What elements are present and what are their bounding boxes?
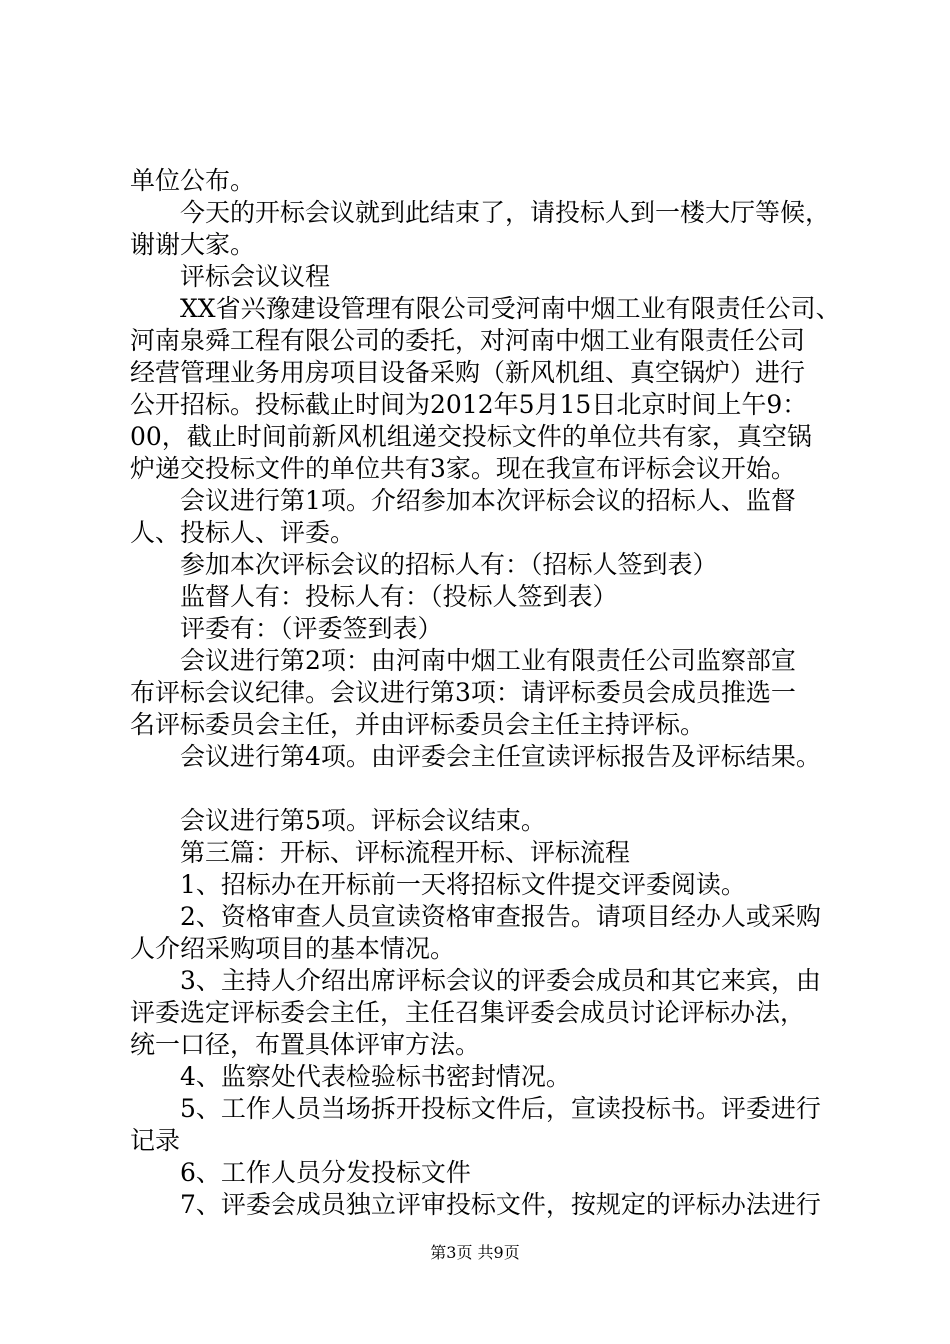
- text-line: 参加本次评标会议的招标人有：（招标人签到表）: [180, 550, 718, 579]
- text-line: 会议进行第5项。评标会议结束。: [180, 806, 546, 835]
- text-line: 评委有：（评委签到表）: [180, 614, 443, 643]
- text-line: 00，截止时间前新风机组递交投标文件的单位共有家，真空锅: [130, 422, 812, 451]
- text-line: 会议进行第4项。由评委会主任宣读评标报告及评标结果。: [180, 742, 821, 771]
- text-line: 今天的开标会议就到此结束了，请投标人到一楼大厅等候，: [180, 198, 831, 227]
- text-line: 3、主持人介绍出席评标会议的评委会成员和其它来宾，由: [180, 966, 821, 995]
- text-line: 2、资格审查人员宣读资格审查报告。请项目经办人或采购: [180, 902, 821, 931]
- text-line: 会议进行第1项。介绍参加本次评标会议的招标人、监督: [180, 486, 796, 515]
- document-body: [130, 165, 840, 1221]
- text-line: 河南泉舜工程有限公司的委托，对河南中烟工业有限责任公司: [130, 326, 806, 355]
- text-line: 6、工作人员分发投标文件: [180, 1158, 471, 1187]
- text-line: 监督人有：投标人有：（投标人签到表）: [180, 582, 618, 611]
- text-line: 布评标会议纪律。会议进行第3项：请评标委员会成员推选一: [130, 678, 796, 707]
- text-line: 公开招标。投标截止时间为2012年5月15日北京时间上午9：: [130, 390, 808, 419]
- text-line: [130, 773, 840, 805]
- text-line: 1、招标办在开标前一天将招标文件提交评委阅读。: [180, 870, 746, 899]
- text-line: 统一口径，布置具体评审方法。: [130, 1030, 481, 1059]
- text-line: 人、投标人、评委。: [130, 518, 356, 547]
- text-line: 人介绍采购项目的基本情况。: [130, 934, 456, 963]
- text-line: 经营管理业务用房项目设备采购（新风机组、真空锅炉）进行: [130, 358, 806, 387]
- text-line: 评委选定评标委会主任，主任召集评委会成员讨论评标办法，: [130, 998, 806, 1027]
- text-line: 炉递交投标文件的单位共有3家。现在我宣布评标会议开始。: [130, 454, 796, 483]
- page-number-label: 第3页 共9页: [430, 1243, 520, 1262]
- text-line: 7、评委会成员独立评审投标文件，按规定的评标办法进行: [180, 1190, 821, 1219]
- text-line: 第三篇：开标、评标流程开标、评标流程: [180, 838, 631, 867]
- text-line: 会议进行第2项：由河南中烟工业有限责任公司监察部宣: [180, 646, 796, 675]
- text-line: 4、监察处代表检验标书密封情况。: [180, 1062, 571, 1091]
- text-line: 记录: [130, 1126, 181, 1155]
- text-line: 评标会议议程: [180, 262, 331, 291]
- page-footer: [0, 1243, 950, 1263]
- text-line: XX省兴豫建设管理有限公司受河南中烟工业有限责任公司、: [180, 294, 841, 323]
- text-line: 5、工作人员当场拆开投标文件后，宣读投标书。评委进行: [180, 1094, 821, 1123]
- text-line: 谢谢大家。: [130, 230, 256, 259]
- text-line: 单位公布。: [130, 166, 256, 195]
- text-line: 名评标委员会主任，并由评标委员会主任主持评标。: [130, 710, 706, 739]
